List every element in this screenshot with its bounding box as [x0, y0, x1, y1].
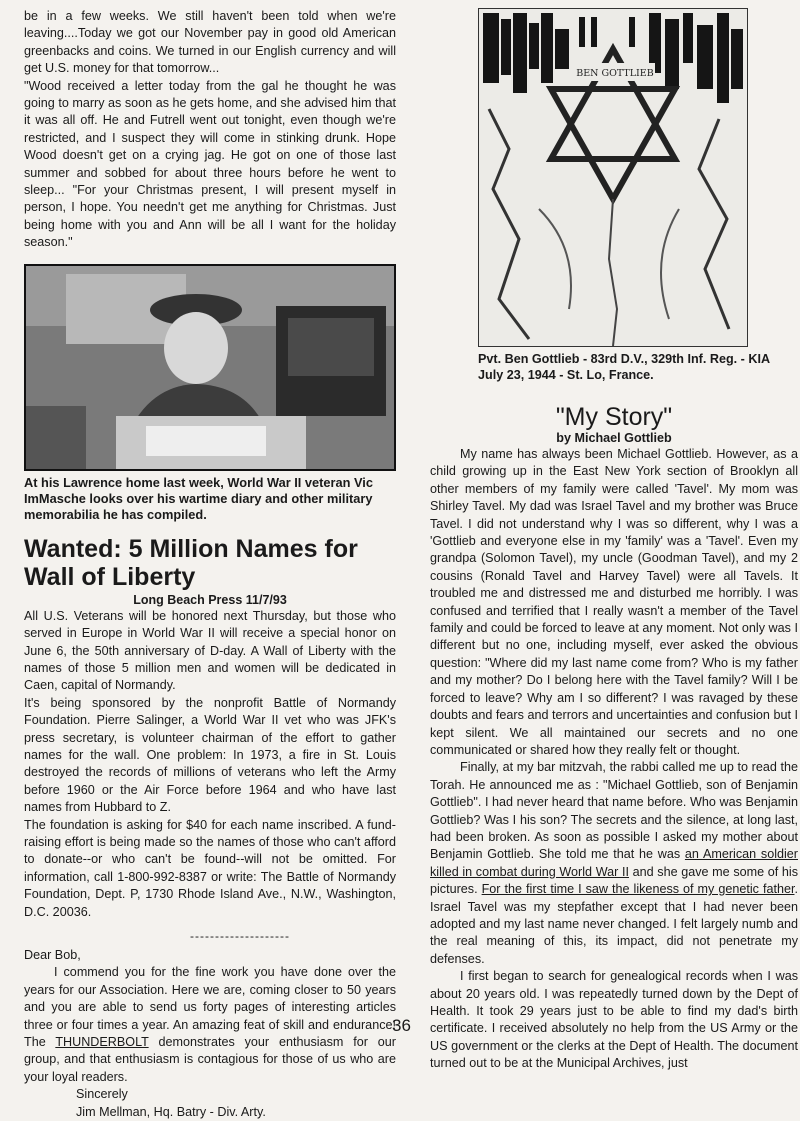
right-column: [430, 8, 798, 1073]
veteran-photo-image: [26, 266, 394, 469]
memorial-name-text: BEN GOTTLIEB: [576, 68, 654, 79]
photo-caption: At his Lawrence home last week, World War II veteran Vic ImMasche looks over his wartime diary and other military memorabilia he has compiled.: [24, 474, 373, 522]
story-p2-underline-2: For the first time I saw the likeness of my genetic father: [481, 882, 795, 897]
left-column: [24, 8, 396, 1121]
story-paragraph-3: I first began to search for genealogical records when I was about 20 years old. I was repeatedly turned down by the Dept of Health. It took 29 years just to be able to find my dad's birth certificate. I received absolutely no help from the US Army or the US government or the clerks at the Dept of Health. The document turned out to be at the Municipal Archives, just: [430, 969, 798, 1071]
letter-closing: Sincerely: [76, 1087, 128, 1102]
memorial-caption: Pvt. Ben Gottlieb - 83rd D.V., 329th Inf. Reg. - KIA July 23, 1944 - St. Lo, France.: [478, 352, 770, 382]
letter-signature: Jim Mellman, Hq. Batry - Div. Arty.: [76, 1104, 266, 1119]
story-paragraph-2: [430, 759, 798, 968]
letter-body: [24, 964, 396, 1086]
article-headline: Wanted: 5 Million Names for Wall of Liberty: [24, 534, 358, 591]
letter-body-start: I commend you for the fine work you have done over the years for our Association. Here we are, coming closer to 50 years and you are able to send us forty pages of interesting articles three or four times a year. An amazing feat of skill and endurance! The: [24, 965, 396, 1050]
newsletter-name: THUNDERBOLT: [55, 1035, 149, 1050]
article-paragraph-2: It's being sponsored by the nonprofit Battle of Normandy Foundation. Pierre Salinger, a World War II vet who was JFK's press secretary, is volunteer chairman of the effort to gather names for the wall. One problem: In 1973, a fire in St. Louis destroyed the records of millions of veterans who left the Army before 1960 or the Air Force before 1964 and who have last names from Hubbard to Z.: [24, 695, 396, 815]
memorial-artwork: [478, 8, 748, 347]
article-paragraph-3: The foundation is asking for $40 for each name inscribed. A fund-raising effort is being made so the names of those who can't afford to donate--or who can't be found--will not be omitted. For information, call 1-800-992-8387 or write: The Battle of Normandy Foundation, Dept. P, 1730 Rhode Island Ave., N.W., Washington, D.C. 20036.: [24, 817, 396, 919]
story-p2-middle: and she gave me some of his pictures.: [430, 864, 799, 897]
story-p2-start: Finally, at my bar mitzvah, the rabbi called me up to read the Torah. He announced me as : "Michael Gottlieb, son of Benjamin Gottlieb". I had never heard that name before. Who was Benjamin Gottlieb? Was I his son? The secrets and the silence, at long last, had been broken. As soon as possible I asked my mother about Benjamin Gottlieb. She told me that he was: [430, 760, 798, 862]
article-byline: Long Beach Press 11/7/93: [133, 592, 287, 607]
letter-body-end: demonstrates your enthusiasm for our group, and that enthusiasm is contagious for those of us who are your loyal readers.: [24, 1035, 396, 1084]
letter-paragraph-2: "Wood received a letter today from the gal he thought he was going to marry as soon as he gets home, and she advised him that it was all off. He and Futrell went out tonight, even though we're restricted, and I suspect they will come in stinking drunk. Hope Wood doesn't get on a crying jag. He got on one of those last summer and sobbed for about three hours before he went to sleep... "For your Christmas present, I will present myself in person, I hope. You needn't get me anything for Christmas. Just being home with you and Ann will be all I want for the holiday season.": [24, 78, 396, 250]
story-p2-underline-1: an American soldier killed in combat during World War II: [430, 847, 798, 879]
story-paragraph-1: My name has always been Michael Gottlieb. However, as a child growing up in the East New York section of Brooklyn all other members of my family were called 'Tavel'. My mom was Shirley Tavel. My dad was Israel Tavel and my brother was Bruce Tavel. I did not understand why I was so different, why I was a 'Gottlieb and everyone else in my 'family' was a 'Tavel'. Even my grandpa (Solomon Tavel), my uncle (Goodman Tavel), and my 2 cousins (Ronald Tavel and Harvey Tavel) were all Tavels. It troubled me and distressed me and disturbed me horribly. I was confused and terrified that I really wasn't a member of the Tavel family and could be forced to leave at any moment. Not only was I different but no one, including myself, ever asked the obvious question: "Where did my last name come from? Who is my father and my mother? Do I belong here with the Tavel family? Will I be forced to leave? Why am I so different? I was ravaged by these doubts and fears and terrors and uncertainties and confusion but I kept silent. We all maintained our secrets and no one communicated or shared how they really felt or thought.: [430, 447, 798, 757]
section-separator: --------------------: [190, 929, 290, 943]
page-number: 36: [392, 1016, 411, 1035]
story-title: "My Story": [555, 403, 673, 431]
veteran-photo: [24, 264, 396, 471]
letter-paragraph-1: be in a few weeks. We still haven't been told when we're leaving....Today we got our November pay in good old American greenbacks and coins. We turned in our English currency and will get U.S. money for that tomorrow...: [24, 9, 396, 76]
letter-salutation: Dear Bob,: [24, 948, 81, 962]
story-byline: by Michael Gottlieb: [556, 431, 672, 445]
story-p2-end: . Israel Tavel was my stepfather except that I had never been adopted and my last name never changed. I felt largely numb and the real meaning of this, its impact, did not penetrate my defenses.: [430, 882, 798, 966]
article-paragraph-1: All U.S. Veterans will be honored next Thursday, but those who served in Europe in World War II will receive a special honor on June 6, the 50th anniversary of D-day. A Wall of Liberty with the names of those 5 million men and women will be dedicated in Caen, capital of Normandy.: [24, 608, 396, 693]
memorial-image: [479, 9, 747, 346]
